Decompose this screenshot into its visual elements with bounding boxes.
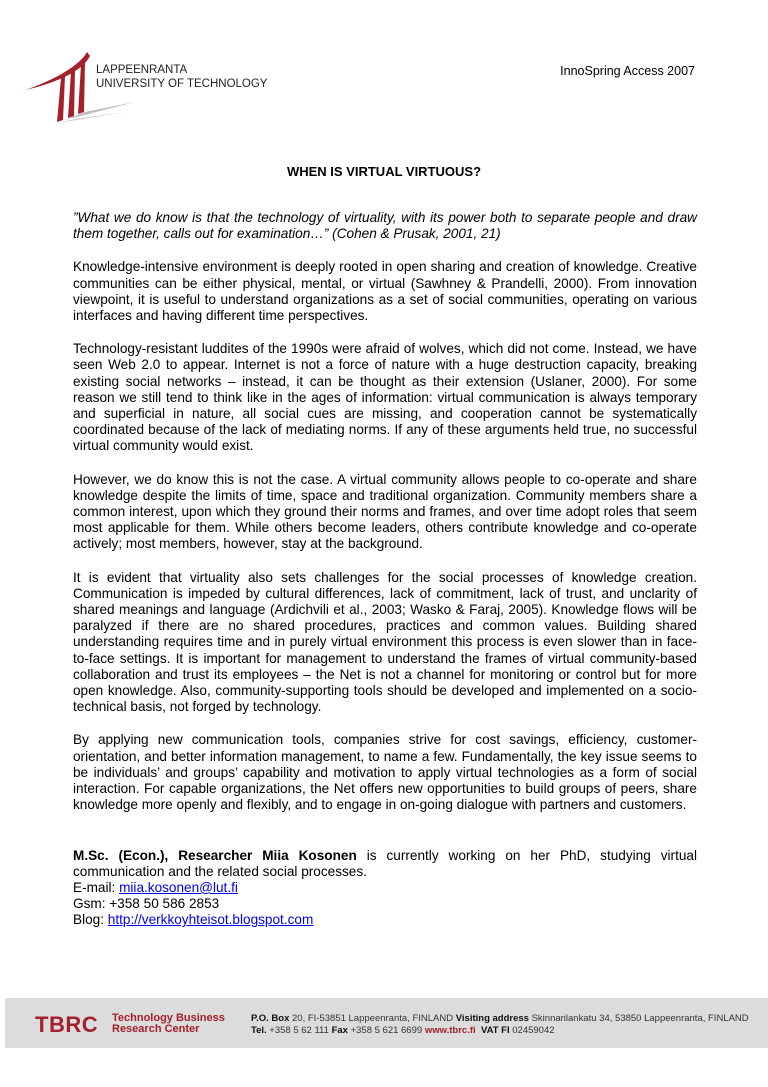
pobox: 20, FI-53851 Lappeenranta, FINLAND [289, 1013, 456, 1024]
tbrc-name [112, 1013, 225, 1035]
opening-quote: ”What we do know is that the technology of virtuality, with its power both to separate people and draw them together, calls out for examination…” (Cohen & Prusak, 2001, 21) [73, 210, 697, 242]
conference-name: InnoSpring Access 2007 [560, 64, 695, 78]
footer-banner [5, 998, 768, 1048]
document-title: WHEN IS VIRTUAL VIRTUOUS? [286, 164, 482, 179]
visiting-label: Visiting address [455, 1013, 529, 1024]
fax: +358 5 621 6699 [347, 1025, 425, 1036]
gsm-number: Gsm: +358 50 586 2853 [73, 896, 220, 912]
website-link[interactable]: www.tbrc.fi [424, 1025, 476, 1036]
university-line1: LAPPEENRANTA [96, 64, 188, 76]
vat: 02459042 [509, 1025, 555, 1036]
blog-link[interactable]: http://verkkoyhteisot.blogspot.com [107, 912, 314, 928]
author-bio: is currently working on her PhD, studying virtual communication and the related social processes. [73, 847, 697, 879]
fax-label: Fax [331, 1025, 348, 1036]
tbrc-name-line1: Technology Business [112, 1012, 225, 1024]
author-info [73, 848, 697, 929]
university-name [96, 63, 267, 91]
email-label: E-mail: [73, 879, 120, 895]
visiting-address: Skinnarilankatu 34, 53850 Lappeenranta, FINLAND [528, 1013, 749, 1024]
paragraph: However, we do know this is not the case. A virtual community allows people to co-operate and share knowledge despite the limits of time, space and traditional organization. Community members share a common interest, upon which they ground their norms and frames, and over time adopt roles that seem most applicable for them. While others become leaders, others contribute knowledge and co-operate actively; most members, however, stay at the background. [73, 471, 697, 552]
document-body [73, 210, 697, 929]
paragraph: It is evident that virtuality also sets challenges for the social processes of knowledge creation. Communication is impeded by cultural differences, lack of commitment, lack of trust, and unclarity of shared meanings and language (Ardichvili et al., 2003; Wasko & Faraj, 2005). Knowledge flows will be paralyzed if there are no shared procedures, practices and common values. Building shared understanding requires time and in purely virtual environment this process is even slower than in face-to-face settings. It is important for management to understand the frames of virtual community-based collaboration and trust its employees – the Net is not a channel for monitoring or control but for more open knowledge. Also, community-supporting tools should be developed and implemented on a socio-technical basis, not forged by technology. [73, 569, 697, 715]
paragraph: Technology-resistant luddites of the 1990s were afraid of wolves, which did not come. Instead, we have seen Web 2.0 to appear. Internet is not a force of nature with a huge destruction capacity, breaking existing social networks – instead, it can be thought as their extension (Uslaner, 2000). For some reason we still tend to think like in the ages of information: virtual communication is always temporary and superficial in nature, all social cues are missing, and cooperation cannot be systematically coordinated because of the lack of mediating norms. If any of these arguments held true, no successful virtual community would exist. [73, 341, 697, 454]
tbrc-name-line2: Research Center [112, 1023, 200, 1035]
blog-label: Blog: [73, 912, 108, 928]
author-name: M.Sc. (Econ.), Researcher Miia Kosonen [73, 847, 357, 863]
paragraph: By applying new communication tools, companies strive for cost savings, efficiency, customer-orientation, and better information management, to name a few. Fundamentally, the key issue seems to be individuals’ and groups’ capability and motivation to apply virtual technologies as a form of social interaction. For capable organizations, the Net offers new opportunities to build groups of peers, share knowledge more openly and flexibly, and to engage in on-going dialogue with partners and customers. [73, 732, 697, 813]
pobox-label: P.O. Box [251, 1013, 290, 1024]
email-link[interactable]: miia.kosonen@lut.fi [119, 879, 238, 895]
university-line2: UNIVERSITY OF TECHNOLOGY [96, 78, 268, 90]
footer-contact [251, 1013, 749, 1037]
vat-label: VAT FI [480, 1025, 510, 1036]
tel-label: Tel. [251, 1025, 267, 1036]
paragraph: Knowledge-intensive environment is deeply rooted in open sharing and creation of knowledge. Creative communities can be either physical, mental, or virtual (Sawhney & Prandelli, 2000). From innovation viewpoint, it is useful to understand organizations as a set of social communities, operating on various interfaces and having different time perspectives. [73, 259, 697, 324]
tbrc-logo: TBRC [35, 1012, 99, 1037]
tel: +358 5 62 111 [266, 1025, 332, 1036]
